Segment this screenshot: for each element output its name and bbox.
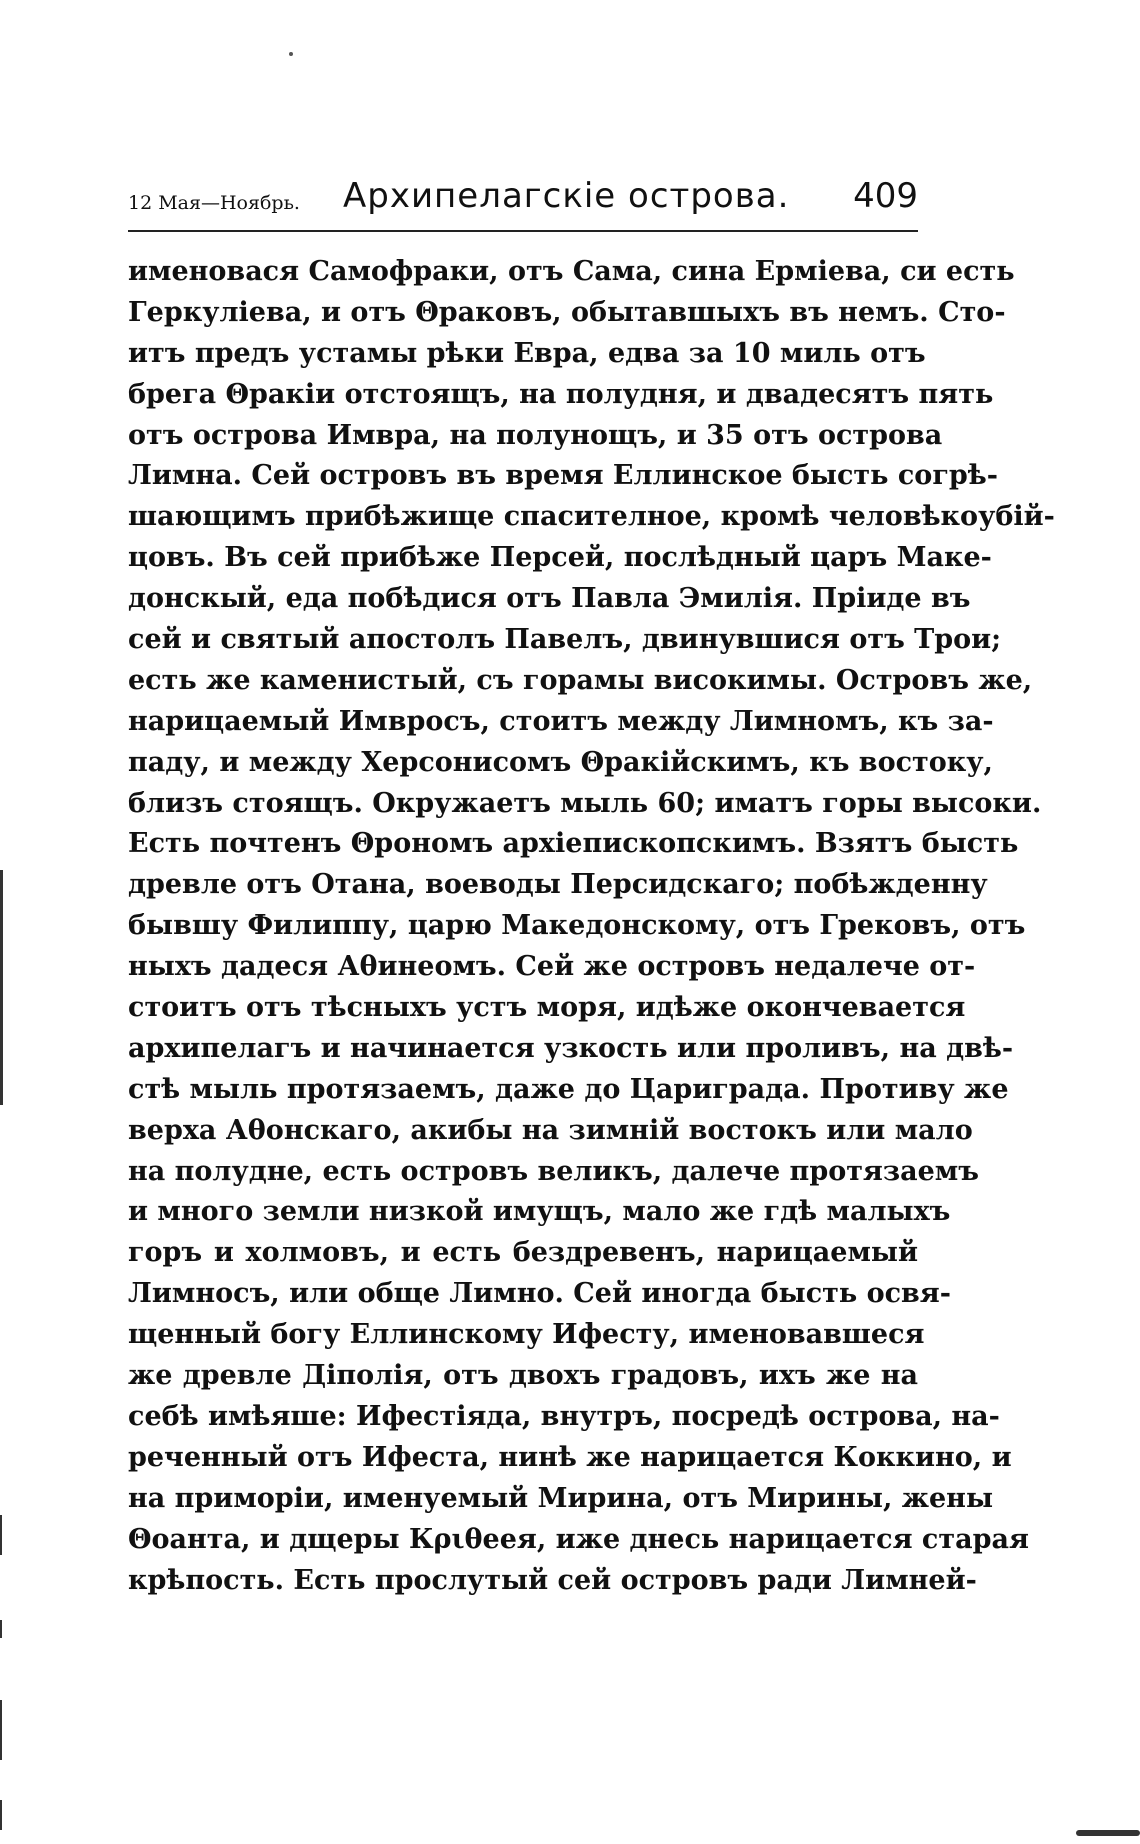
text-line: паду, и между Херсонисомъ Θракійскимъ, къ востоку,: [128, 746, 993, 778]
text-line: итъ предъ устамы рѣки Евра, едва за 10 миль отъ: [128, 337, 926, 369]
page-number: 409: [853, 176, 918, 216]
text-line: и много земли низкой имущъ, мало же гдѣ малыхъ: [128, 1196, 951, 1228]
scan-speck: [289, 52, 293, 56]
header-date-range: 12 Мая—Ноябрь.: [128, 192, 300, 214]
bottom-edge-mark: [1076, 1830, 1140, 1836]
text-line: на приморіи, именуемый Мирина, отъ Мирины, жены: [128, 1482, 994, 1514]
header-rule: [128, 230, 918, 232]
text-line: древле отъ Отана, воеводы Персидскаго; побѣжденну: [128, 869, 988, 901]
text-line: верха Аθонскаго, акибы на зимній востокъ или мало: [128, 1114, 973, 1146]
text-line: шающимъ прибѣжище спасителное, кромѣ человѣкоубій-: [128, 501, 1055, 533]
left-margin-mark: [0, 1700, 2, 1760]
text-line: себѣ имѣяше: Ифестіяда, внутръ, посредѣ острова, на-: [128, 1400, 1000, 1432]
left-margin-mark: [0, 1800, 2, 1830]
text-line: Θоанта, и дщеры Кριθеея, иже днесь нарицается старая: [128, 1523, 1029, 1555]
text-line: архипелагъ и начинается узкость или проливъ, на двѣ-: [128, 1032, 1014, 1064]
text-line: есть же каменистый, съ горамы високимы. Островъ же,: [128, 664, 1033, 696]
text-line: реченный отъ Ифеста, нинѣ же нарицается Коккино, и: [128, 1441, 1012, 1473]
body-text: [128, 252, 1055, 1601]
text-line: же древле Діполія, отъ двохъ градовъ, ихъ же на: [128, 1360, 918, 1392]
text-line: брега Θракіи отстоящъ, на полудня, и двадесятъ пять: [128, 378, 994, 410]
text-line: крѣпость. Есть прослутый сей островъ ради Лимней-: [128, 1564, 977, 1596]
text-line: щенный богу Еллинскому Ифесту, именовавшеся: [128, 1319, 925, 1351]
text-line: отъ острова Имвра, на полунощъ, и 35 отъ острова: [128, 419, 943, 451]
text-line: стѣ мыль протязаемъ, даже до Цариграда. Противу же: [128, 1073, 1009, 1105]
left-margin-mark: [0, 1515, 2, 1555]
text-line: донскый, еда побѣдися отъ Павла Эмилія. Пріиде въ: [128, 583, 971, 615]
text-line: именовася Самофраки, отъ Сама, сина Ерміева, си есть: [128, 256, 1015, 287]
text-line: горъ и холмовъ, и есть бездревенъ, нарицаемый: [128, 1237, 918, 1269]
text-line: стоитъ отъ тѣсныхъ устъ моря, идѣже окончевается: [128, 992, 966, 1024]
left-margin-mark: [0, 870, 3, 1105]
text-line: Геркуліева, и отъ Θраковъ, обытавшыхъ въ немъ. Сто-: [128, 296, 1006, 328]
text-line: ныхъ дадеся Аθинеомъ. Сей же островъ недалече от-: [128, 951, 976, 983]
text-line: Есть почтенъ Θрономъ архіепископскимъ. Взятъ бысть: [128, 828, 1019, 860]
text-line: Лимносъ, или обще Лимно. Сей иногда бысть освя-: [128, 1278, 951, 1310]
running-head: [128, 176, 918, 226]
text-line: цовъ. Въ сей прибѣже Персей, послѣдный царъ Маке-: [128, 542, 992, 574]
left-margin-mark: [0, 1620, 2, 1638]
text-line: бывшу Филиппу, царю Македонскому, отъ Грековъ, отъ: [128, 910, 1026, 942]
text-line: сей и святый апостолъ Павелъ, двинувшися отъ Трои;: [128, 624, 1002, 656]
header-title: Архипелагскіе острова.: [343, 176, 790, 216]
text-line: нарицаемый Имвросъ, стоитъ между Лимномъ, къ за-: [128, 705, 994, 737]
text-line: Лимна. Сей островъ въ время Еллинское бысть согрѣ-: [128, 460, 998, 492]
text-line: близъ стоящъ. Окружаетъ мыль 60; иматъ горы высоки.: [128, 787, 1042, 819]
text-line: на полудне, есть островъ великъ, далече протязаемъ: [128, 1155, 979, 1187]
